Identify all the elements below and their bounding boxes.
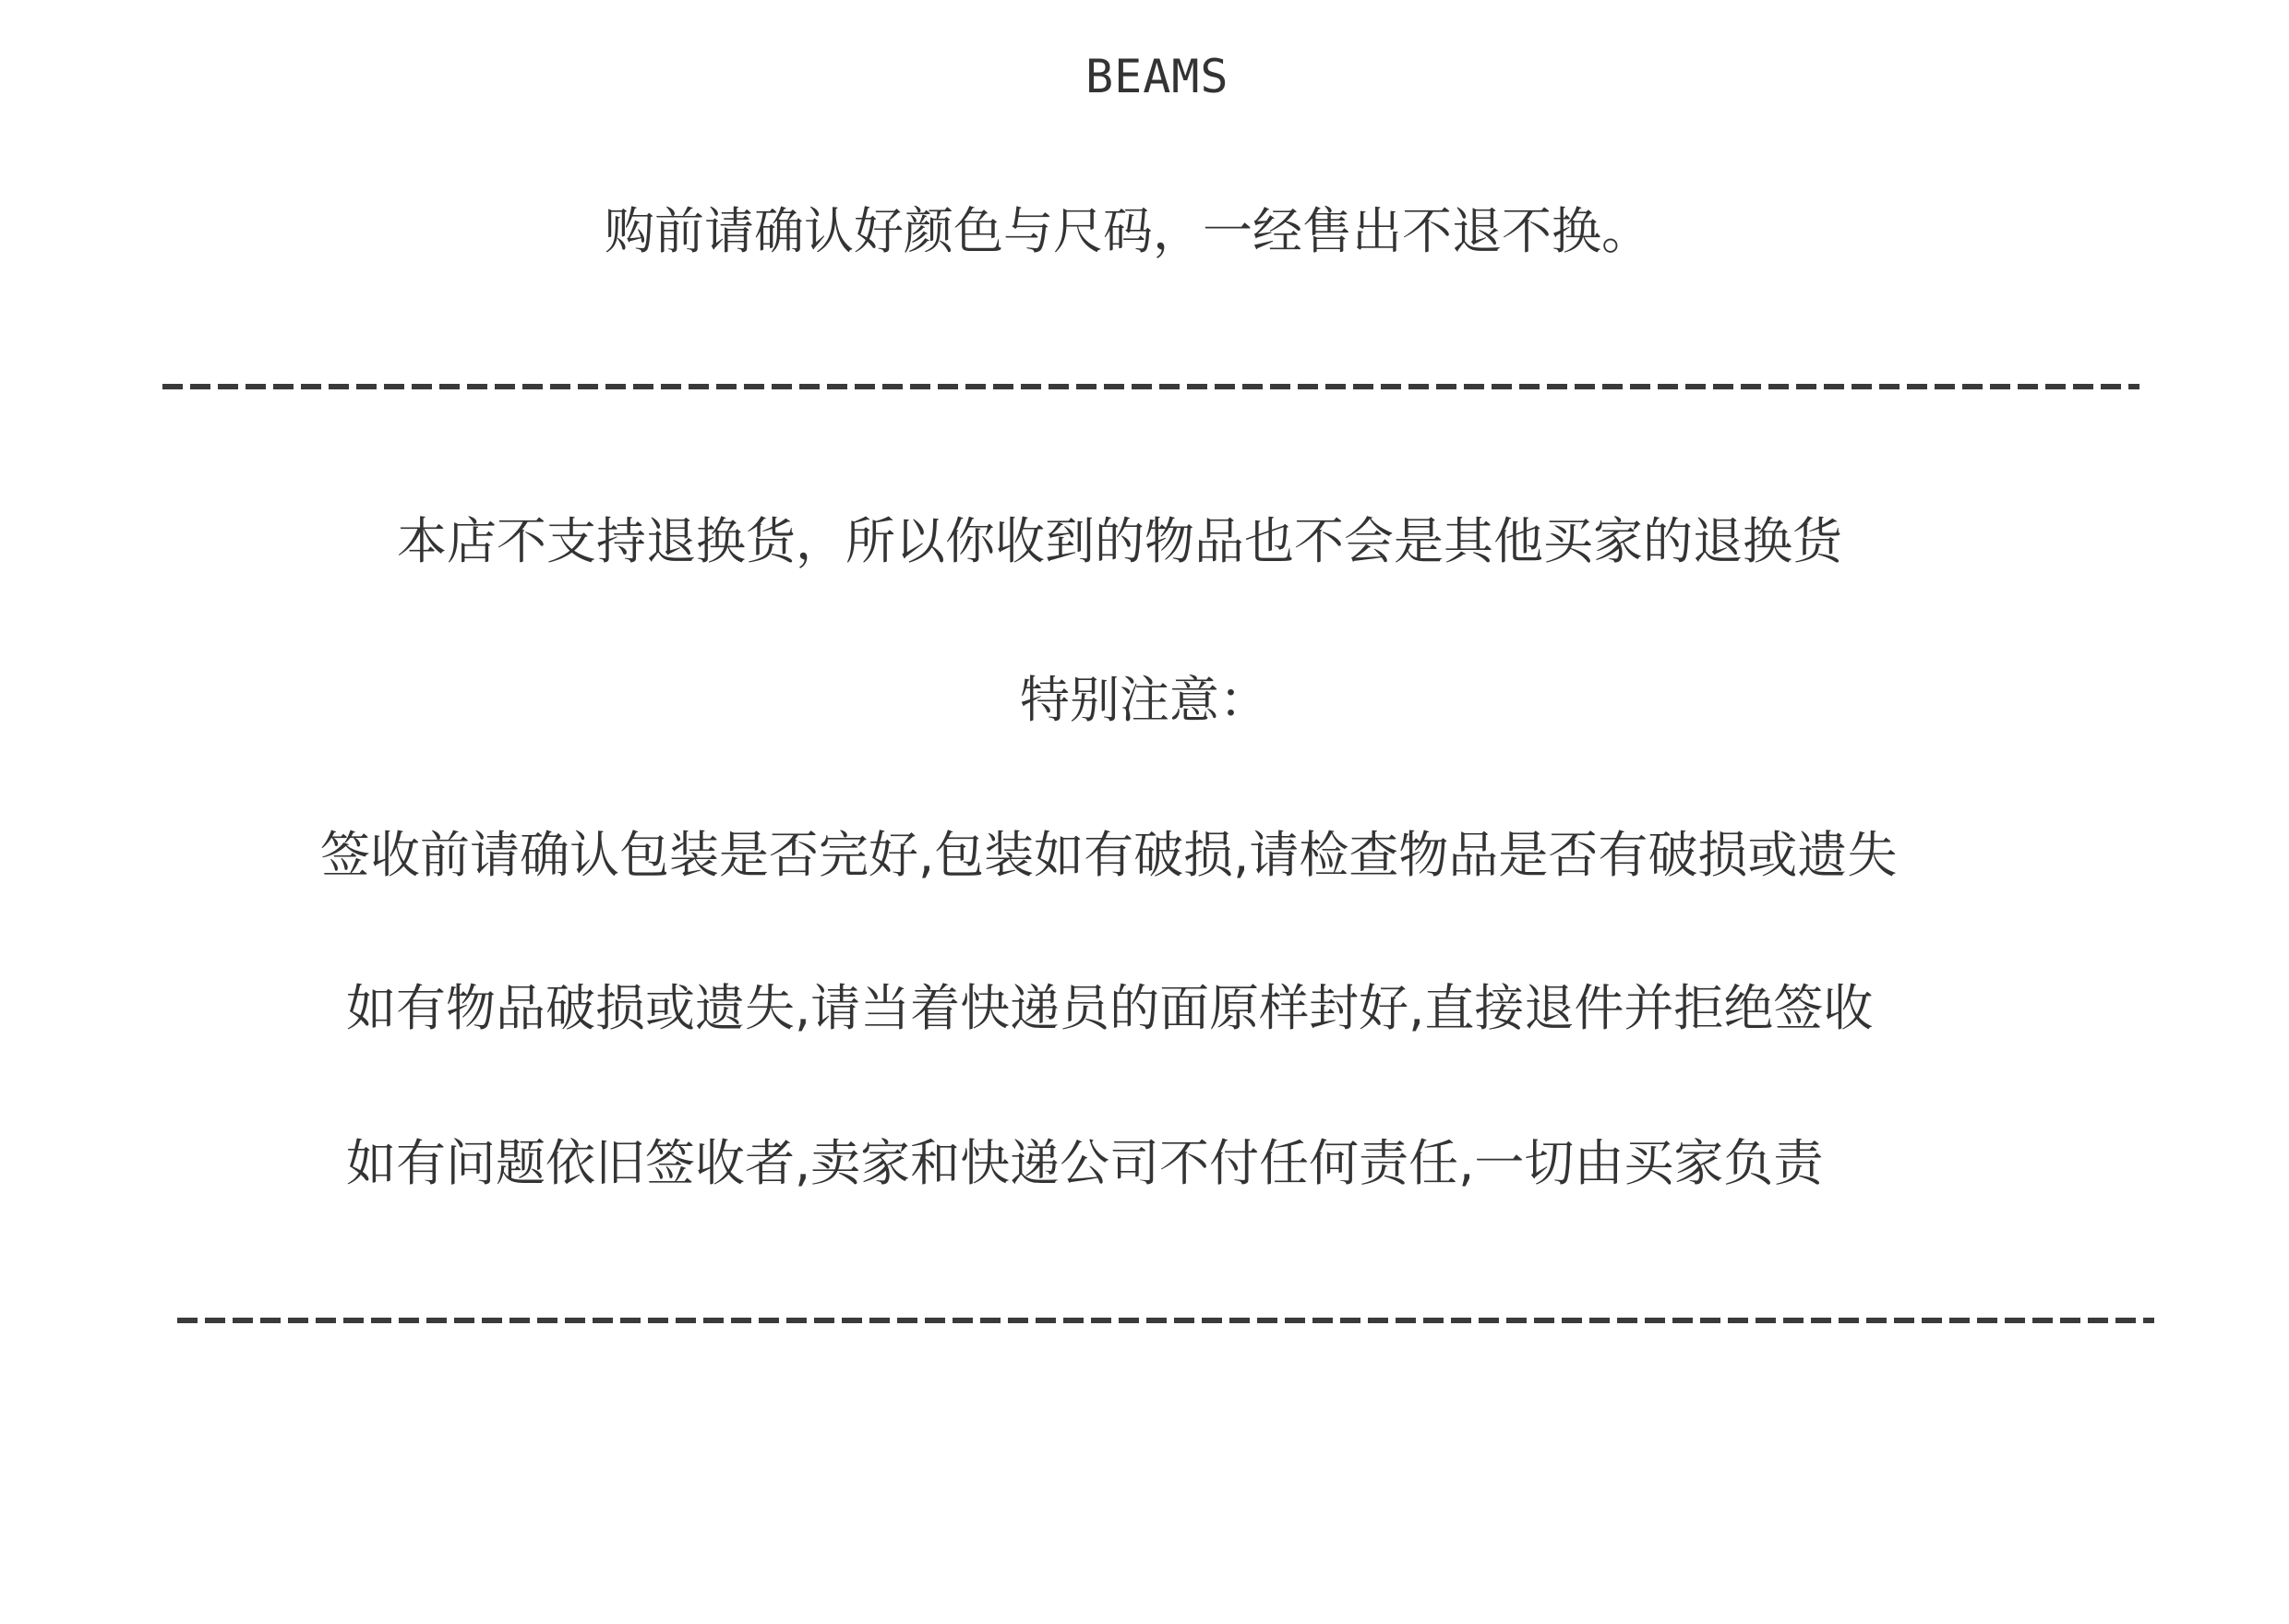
brand-title: BEAMS: [1085, 50, 1229, 103]
divider-top: [162, 384, 2139, 389]
attention-heading: 特别注意：: [1020, 671, 1269, 729]
return-policy: 本店不支持退换货，所以你收到的物品也不会是其他买家的退换货: [397, 512, 1842, 570]
instruction-line-2: 如有物品破损或遗失,请当着快递员的面原样封好,直接退件并拒绝签收: [346, 979, 1874, 1037]
divider-bottom: [177, 1318, 2154, 1323]
instruction-line-3: 如有问题依旧签收者,卖家和快递公司不付任何责任,一切由买家负责: [346, 1134, 1824, 1192]
instruction-line-1: 签收前请确认包装是否完好,包装如有破损,请检查物品是否有破损或遗失: [320, 826, 1898, 884]
purchase-notice: 购前请确认好颜色与尺码，一经售出不退不换。: [605, 202, 1651, 260]
